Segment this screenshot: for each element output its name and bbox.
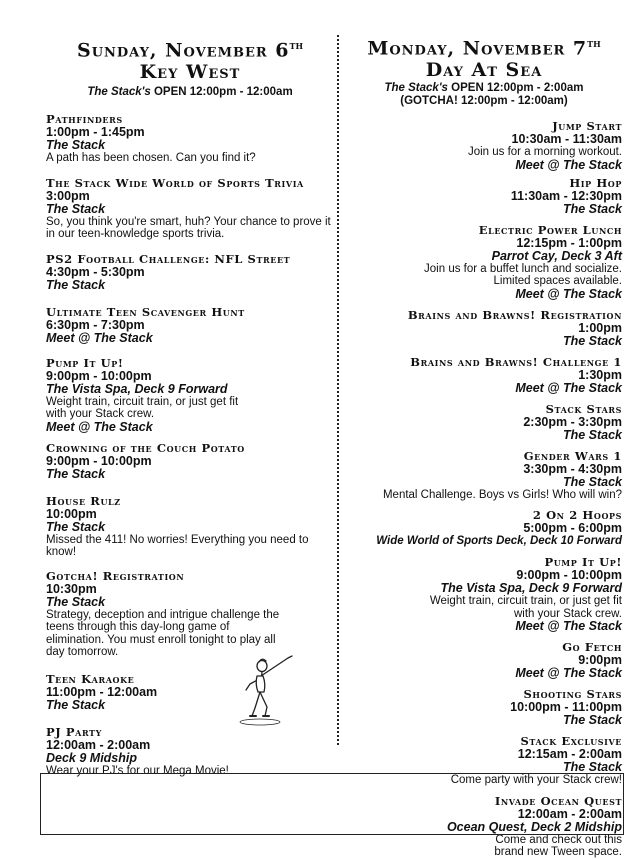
event-couch-potato: Crowning of the Couch Potato 9:00pm - 10:00pm The Stack bbox=[46, 440, 245, 481]
event-pathfinders: Pathfinders 1:00pm - 1:45pm The Stack A path has been chosen. Can you find it? bbox=[46, 112, 256, 165]
monday-column bbox=[346, 0, 622, 859]
event-pump-it-up: Pump It Up! 9:00pm - 10:00pm The Vista Spa, Deck 9 Forward Weight train, circuit train, or just get fit with your Stack crew. Meet @ The Stack bbox=[46, 355, 239, 434]
event-brains-challenge: Brains and Brawns! Challenge 1 1:30pm Meet @ The Stack bbox=[410, 354, 622, 395]
event-hip-hop: Hip Hop 11:30am - 12:30pm The Stack bbox=[510, 175, 622, 216]
event-ocean-quest: Invade Ocean Quest 12:00am - 2:00am Ocean Quest, Deck 2 Midship Come and check out this brand new Tween space. bbox=[446, 793, 622, 859]
event-jump-start: Jump Start 10:30am - 11:30am Join us for a morning workout. Meet @ The Stack bbox=[467, 119, 622, 172]
event-scavenger-hunt: Ultimate Teen Scavenger Hunt 6:30pm - 7:30pm Meet @ The Stack bbox=[46, 304, 245, 345]
event-brains-registration: Brains and Brawns! Registration 1:00pm The Stack bbox=[407, 307, 622, 348]
event-gender-wars: Gender Wars 1 3:30pm - 4:30pm The Stack Mental Challenge. Boys vs Girls! Who will win? bbox=[382, 448, 622, 501]
event-power-lunch: Electric Power Lunch 12:15pm - 1:00pm Parrot Cay, Deck 3 Aft Join us for a buffet lunch and socialize. Limited spaces available. Meet @ The Stack bbox=[424, 222, 622, 301]
event-hoops: 2 On 2 Hoops 5:00pm - 6:00pm Wide World of Sports Deck, Deck 10 Forward bbox=[376, 508, 622, 548]
day-location: Key West bbox=[139, 61, 241, 84]
event-gotcha-registration: Gotcha! Registration 10:30pm The Stack Strategy, deception and intrigue challenge the teens through this day-long game of elimination. You must enroll tonight to play all day tomorrow. bbox=[46, 568, 280, 659]
day-location: Day At Sea bbox=[425, 59, 543, 82]
event-ps2-football: PS2 Football Challenge: NFL Street 4:30pm - 5:30pm The Stack bbox=[46, 251, 291, 292]
stack-hours: The Stack's OPEN 12:00pm - 2:00am bbox=[384, 82, 584, 95]
column-divider bbox=[337, 35, 339, 745]
event-teen-karaoke: Teen Karaoke 11:00pm - 12:00am The Stack bbox=[46, 671, 158, 712]
event-shooting-stars: Shooting Stars 10:00pm - 11:00pm The Stack bbox=[510, 687, 622, 728]
event-stack-stars: Stack Stars 2:30pm - 3:30pm The Stack bbox=[523, 401, 622, 442]
event-sports-trivia: The Stack Wide World of Sports Trivia 3:00pm The Stack So, you think you're smart, huh? Your chance to prove it in our teen-knowledge sports trivia. bbox=[46, 175, 331, 241]
event-pj-party: PJ Party 12:00am - 2:00am Deck 9 Midship Wear your PJ's for our Mega Movie! bbox=[46, 724, 229, 777]
event-pump-it-up: Pump It Up! 9:00pm - 10:00pm The Vista Spa, Deck 9 Forward Weight train, circuit train, or just get fit with your Stack crew. Meet @ The Stack bbox=[429, 555, 622, 634]
gotcha-hours: (GOTCHA! 12:00pm - 12:00am) bbox=[400, 95, 568, 108]
day-title: Sunday, November 6th bbox=[76, 39, 304, 62]
event-stack-exclusive: Stack Exclusive 12:15am - 2:00am The Stack Come party with your Stack crew! bbox=[450, 734, 622, 787]
event-house-rulz: House Rulz 10:00pm The Stack Missed the 411! No worries! Everything you need to know! bbox=[46, 493, 309, 559]
notes-box bbox=[40, 773, 624, 835]
dancer-illustration bbox=[236, 652, 306, 727]
day-title: Monday, November 7th bbox=[367, 37, 601, 60]
stack-hours: The Stack's OPEN 12:00pm - 12:00am bbox=[87, 86, 293, 99]
event-go-fetch: Go Fetch 9:00pm Meet @ The Stack bbox=[515, 640, 622, 681]
